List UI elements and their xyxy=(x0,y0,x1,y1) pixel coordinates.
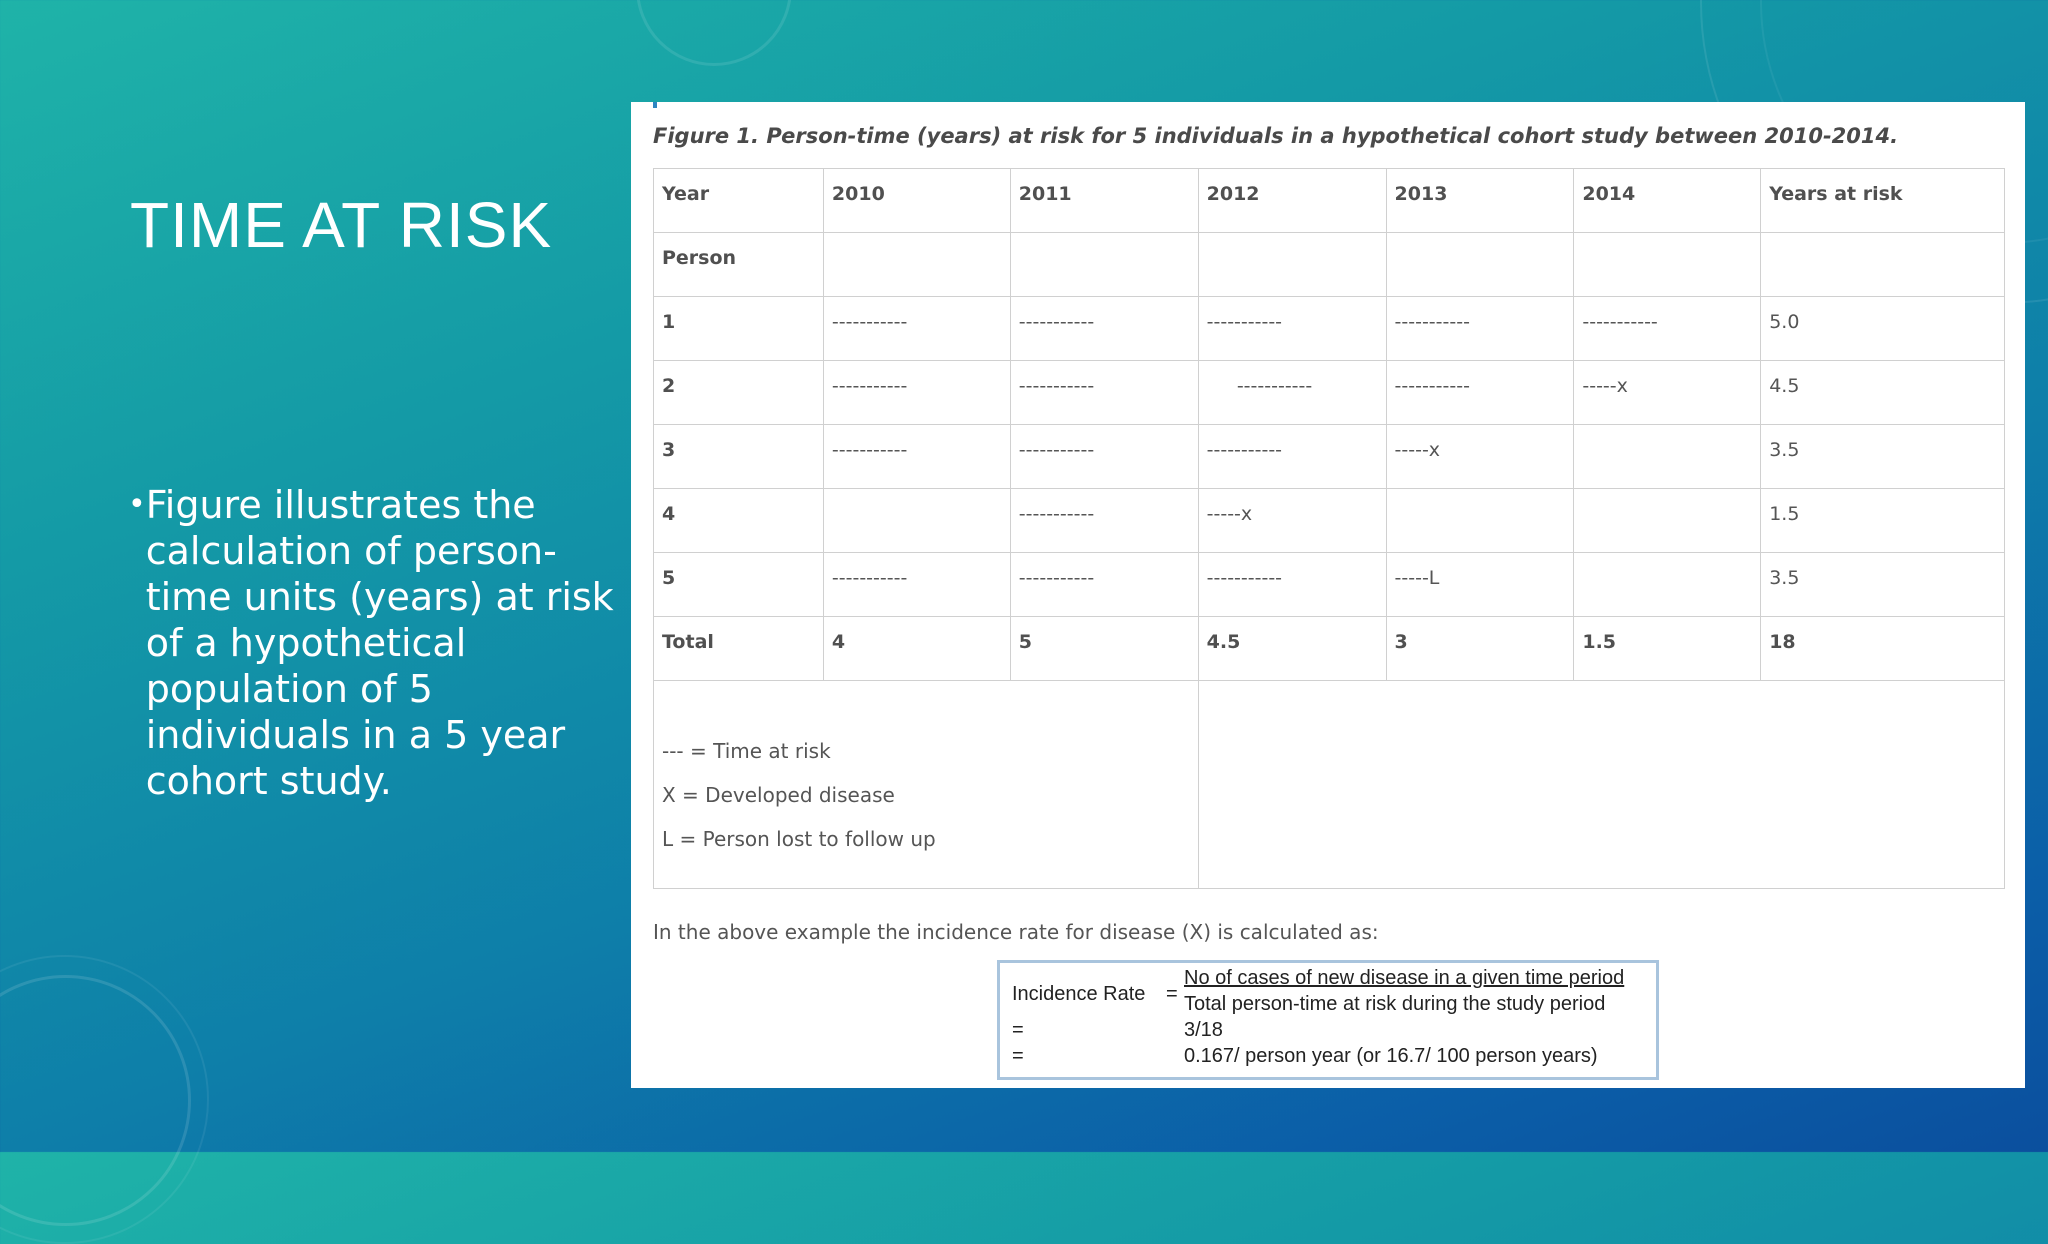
table-header-cell: 2012 xyxy=(1198,169,1386,233)
panel-marker xyxy=(653,102,657,108)
figure-caption: Figure 1. Person-time (years) at risk for 5 individuals in a hypothetical cohort study between 2010-2014. xyxy=(653,124,1899,148)
risk-cell: ----------- xyxy=(1574,297,1761,361)
risk-cell: ----------- xyxy=(1010,425,1198,489)
risk-cell: ----------- xyxy=(1198,361,1386,425)
slide-title: TIME AT RISK xyxy=(130,189,553,261)
incidence-formula-box xyxy=(997,960,1659,1080)
table-cell xyxy=(1386,233,1574,297)
table-legend-row xyxy=(654,681,2005,889)
risk-cell: ----------- xyxy=(823,425,1010,489)
risk-cell: ----------- xyxy=(823,297,1010,361)
formula-equals: = xyxy=(1166,983,1178,1005)
bullet-text: Figure illustrates the calculation of person-time units (years) at risk of a hypothetical population of 5 individuals in a 5 year cohort study. xyxy=(145,483,614,803)
risk-cell: ----------- xyxy=(1386,297,1574,361)
table-header-cell: 2010 xyxy=(823,169,1010,233)
formula-numerator: No of cases of new disease in a given time period xyxy=(1184,967,1625,989)
legend-cell xyxy=(654,681,1199,889)
person-id-cell: 1 xyxy=(654,297,824,361)
table-row xyxy=(654,553,2005,617)
risk-cell xyxy=(1386,489,1574,553)
risk-cell: -----x xyxy=(1386,425,1574,489)
risk-cell xyxy=(1574,425,1761,489)
risk-cell xyxy=(1574,553,1761,617)
table-cell xyxy=(1198,233,1386,297)
table-header-cell: 2013 xyxy=(1386,169,1574,233)
person-id-cell: 3 xyxy=(654,425,824,489)
table-row xyxy=(654,489,2005,553)
formula-equals: = xyxy=(1012,1045,1024,1067)
risk-cell: ----------- xyxy=(1010,553,1198,617)
table-cell xyxy=(1198,681,2004,889)
risk-cell: ----------- xyxy=(1010,489,1198,553)
table-row xyxy=(654,297,2005,361)
years-at-risk-cell: 3.5 xyxy=(1761,425,2005,489)
person-label: Person xyxy=(654,233,824,297)
person-id-cell: 2 xyxy=(654,361,824,425)
table-cell xyxy=(1761,233,2005,297)
table-cell xyxy=(823,233,1010,297)
years-at-risk-cell: 4.5 xyxy=(1761,361,2005,425)
total-label: Total xyxy=(654,617,824,681)
incidence-note: In the above example the incidence rate for disease (X) is calculated as: xyxy=(653,920,1379,944)
table-header-cell: Year xyxy=(654,169,824,233)
risk-cell: ----------- xyxy=(1198,553,1386,617)
table-header-cell: 2014 xyxy=(1574,169,1761,233)
risk-cell: -----L xyxy=(1386,553,1574,617)
risk-cell: ----------- xyxy=(1198,297,1386,361)
formula-label: Incidence Rate xyxy=(1012,983,1146,1005)
total-cell: 5 xyxy=(1010,617,1198,681)
formula-result: 0.167/ person year (or 16.7/ 100 person years) xyxy=(1184,1045,1598,1067)
total-cell: 4.5 xyxy=(1198,617,1386,681)
total-cell: 18 xyxy=(1761,617,2005,681)
decorative-circle xyxy=(0,955,209,1244)
risk-cell xyxy=(823,489,1010,553)
years-at-risk-cell: 1.5 xyxy=(1761,489,2005,553)
legend-item: L = Person lost to follow up xyxy=(662,827,936,851)
bullet-dot-icon: • xyxy=(128,487,146,522)
person-id-cell: 4 xyxy=(654,489,824,553)
table-header-cell: 2011 xyxy=(1010,169,1198,233)
risk-cell xyxy=(1574,489,1761,553)
total-cell: 4 xyxy=(823,617,1010,681)
years-at-risk-cell: 5.0 xyxy=(1761,297,2005,361)
formula-denominator: Total person-time at risk during the study period xyxy=(1184,993,1606,1015)
table-person-label-row xyxy=(654,233,2005,297)
person-time-table xyxy=(653,168,2005,889)
years-at-risk-cell: 3.5 xyxy=(1761,553,2005,617)
bullet-item xyxy=(128,482,616,804)
risk-cell: ----------- xyxy=(823,361,1010,425)
total-cell: 3 xyxy=(1386,617,1574,681)
person-id-cell: 5 xyxy=(654,553,824,617)
figure-panel xyxy=(631,102,2025,1088)
risk-cell: ----------- xyxy=(1198,425,1386,489)
table-cell xyxy=(1010,233,1198,297)
risk-cell: ----------- xyxy=(1386,361,1574,425)
risk-cell: ----------- xyxy=(1010,361,1198,425)
table-cell xyxy=(1574,233,1761,297)
legend-item: X = Developed disease xyxy=(662,783,895,807)
table-row xyxy=(654,361,2005,425)
formula-step: 3/18 xyxy=(1184,1019,1223,1041)
legend-item: --- = Time at risk xyxy=(662,739,831,763)
risk-cell: ----------- xyxy=(823,553,1010,617)
decorative-circle xyxy=(636,0,792,66)
table-row xyxy=(654,425,2005,489)
risk-cell: -----x xyxy=(1198,489,1386,553)
total-cell: 1.5 xyxy=(1574,617,1761,681)
formula-equals: = xyxy=(1012,1019,1024,1041)
table-total-row xyxy=(654,617,2005,681)
table-header-cell: Years at risk xyxy=(1761,169,2005,233)
risk-cell: -----x xyxy=(1574,361,1761,425)
risk-cell: ----------- xyxy=(1010,297,1198,361)
table-header-row xyxy=(654,169,2005,233)
